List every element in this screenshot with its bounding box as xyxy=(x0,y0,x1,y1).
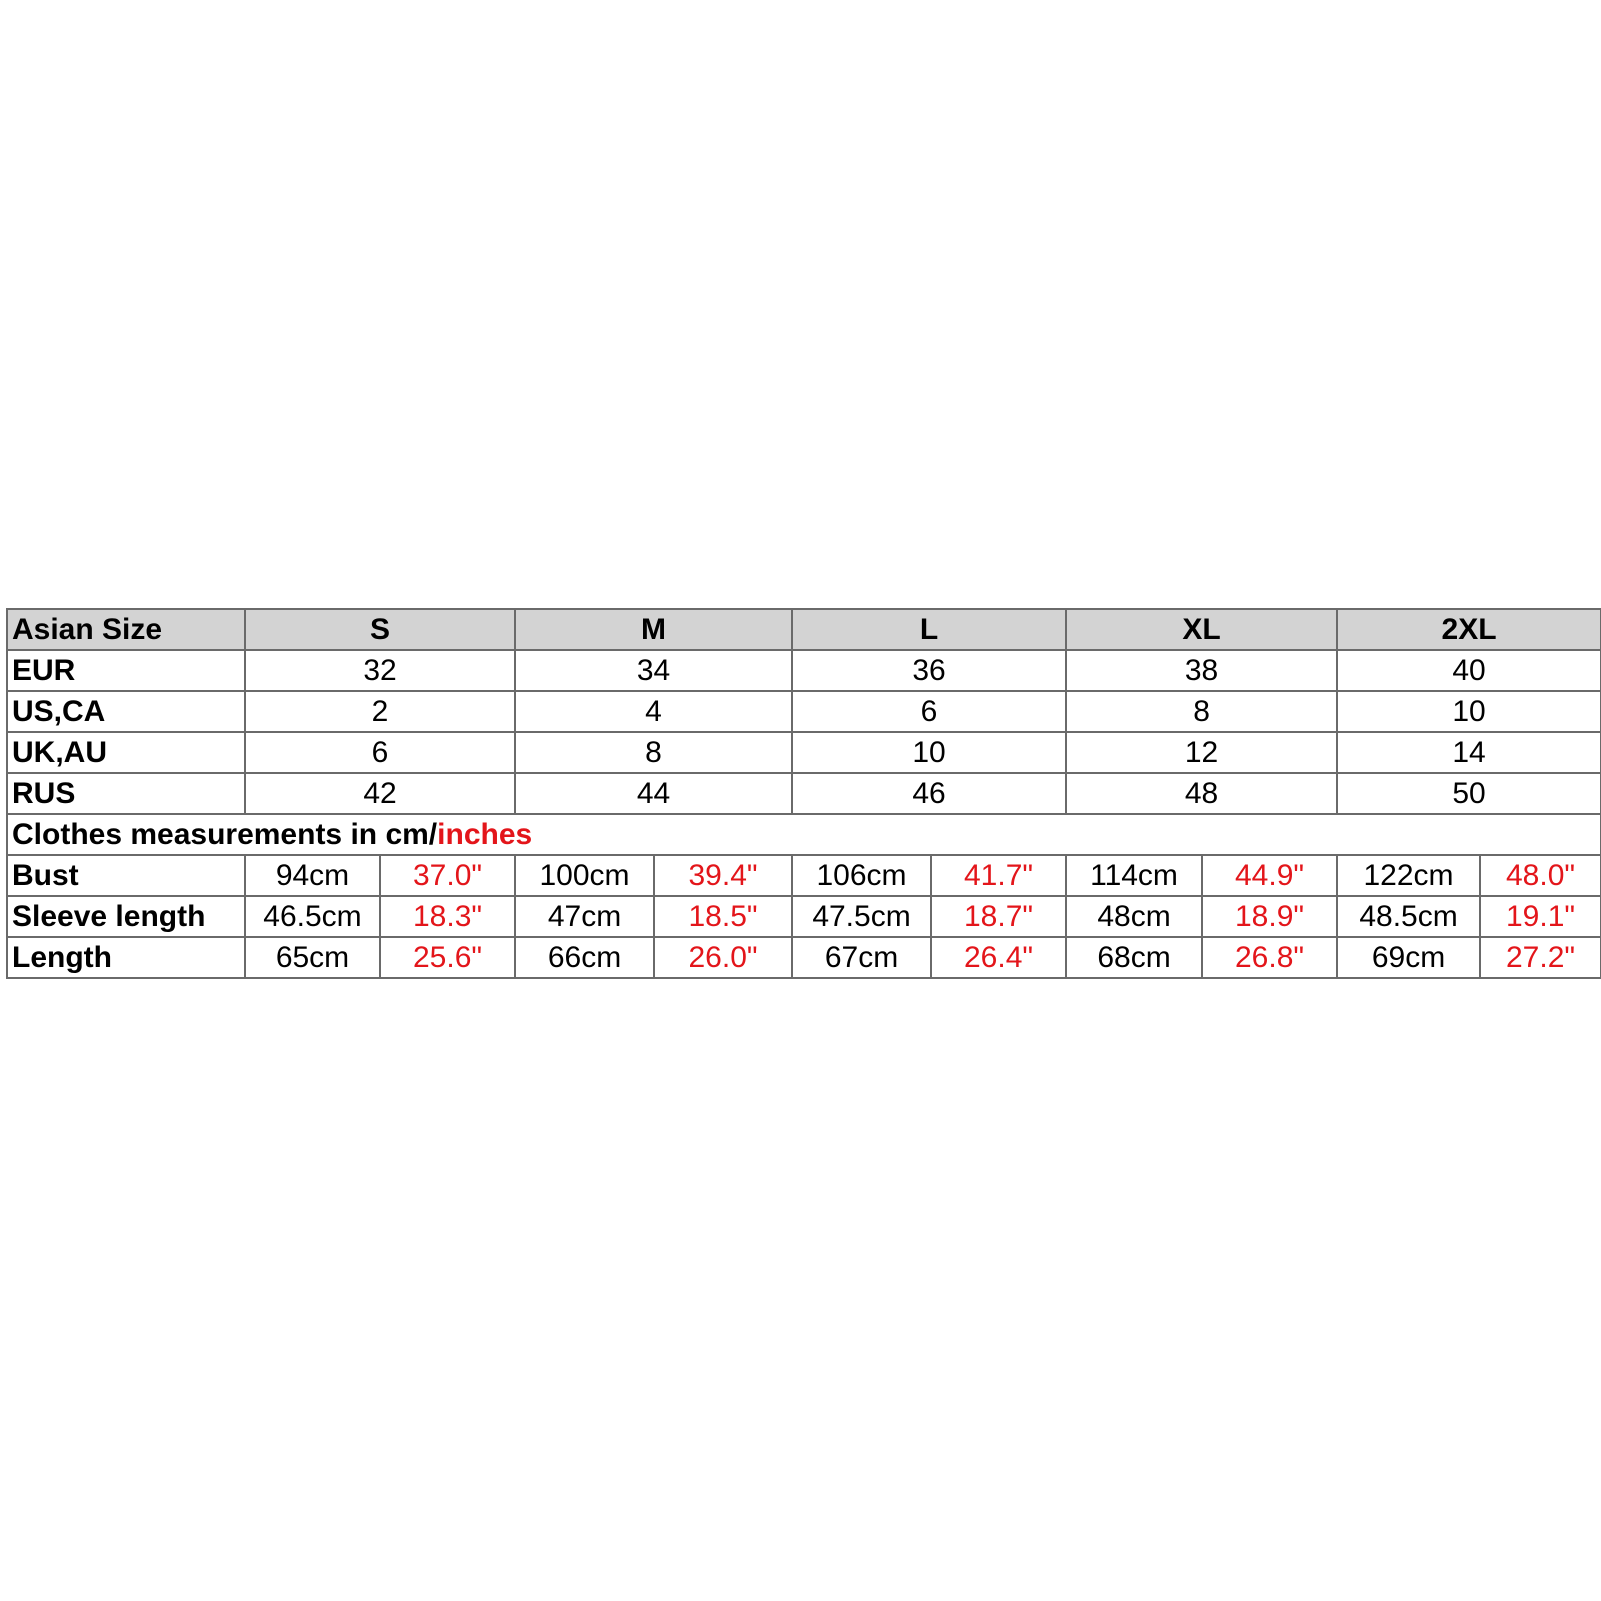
table-cell: 36 xyxy=(792,650,1066,691)
row-label: Length xyxy=(7,937,245,978)
inch-cell: 18.5" xyxy=(654,896,792,937)
cm-cell: 48cm xyxy=(1066,896,1202,937)
table-row xyxy=(7,773,1601,814)
cm-cell: 106cm xyxy=(792,855,931,896)
table-row xyxy=(7,691,1601,732)
size-header-l: L xyxy=(792,609,1066,650)
inch-cell: 18.9" xyxy=(1202,896,1337,937)
inch-cell: 25.6" xyxy=(380,937,515,978)
cm-cell: 46.5cm xyxy=(245,896,380,937)
header-row xyxy=(7,609,1601,650)
cm-cell: 67cm xyxy=(792,937,931,978)
row-label: EUR xyxy=(7,650,245,691)
table-cell: 42 xyxy=(245,773,515,814)
inch-cell: 41.7" xyxy=(931,855,1066,896)
inch-cell: 26.4" xyxy=(931,937,1066,978)
table-cell: 40 xyxy=(1337,650,1601,691)
row-label: US,CA xyxy=(7,691,245,732)
table-cell: 6 xyxy=(245,732,515,773)
cm-cell: 47cm xyxy=(515,896,654,937)
table-cell: 8 xyxy=(515,732,792,773)
size-header-m: M xyxy=(515,609,792,650)
table-cell: 14 xyxy=(1337,732,1601,773)
size-header-s: S xyxy=(245,609,515,650)
table-cell: 6 xyxy=(792,691,1066,732)
inch-cell: 18.3" xyxy=(380,896,515,937)
inch-cell: 18.7" xyxy=(931,896,1066,937)
row-label: Sleeve length xyxy=(7,896,245,937)
cm-cell: 69cm xyxy=(1337,937,1480,978)
measurements-title-prefix: Clothes measurements in cm/ xyxy=(12,817,438,851)
table-row xyxy=(7,732,1601,773)
size-chart-table xyxy=(6,608,1601,979)
inch-cell: 19.1" xyxy=(1480,896,1601,937)
table-cell: 44 xyxy=(515,773,792,814)
table-cell: 32 xyxy=(245,650,515,691)
table-row xyxy=(7,650,1601,691)
inch-cell: 39.4" xyxy=(654,855,792,896)
table-row xyxy=(7,937,1601,978)
table-cell: 8 xyxy=(1066,691,1337,732)
row-label: Bust xyxy=(7,855,245,896)
table-row xyxy=(7,896,1601,937)
inch-cell: 27.2" xyxy=(1480,937,1601,978)
inch-cell: 26.8" xyxy=(1202,937,1337,978)
table-cell: 48 xyxy=(1066,773,1337,814)
table-cell: 2 xyxy=(245,691,515,732)
cm-cell: 114cm xyxy=(1066,855,1202,896)
measurements-title xyxy=(7,814,1601,855)
cm-cell: 48.5cm xyxy=(1337,896,1480,937)
cm-cell: 94cm xyxy=(245,855,380,896)
row-label: RUS xyxy=(7,773,245,814)
table-cell: 12 xyxy=(1066,732,1337,773)
size-header-2xl: 2XL xyxy=(1337,609,1601,650)
inch-cell: 44.9" xyxy=(1202,855,1337,896)
row-label: UK,AU xyxy=(7,732,245,773)
cm-cell: 47.5cm xyxy=(792,896,931,937)
size-header-xl: XL xyxy=(1066,609,1337,650)
table-cell: 50 xyxy=(1337,773,1601,814)
table-row xyxy=(7,855,1601,896)
inch-cell: 48.0" xyxy=(1480,855,1601,896)
inch-cell: 26.0" xyxy=(654,937,792,978)
cm-cell: 66cm xyxy=(515,937,654,978)
measurements-title-row xyxy=(7,814,1601,855)
table-cell: 4 xyxy=(515,691,792,732)
table-cell: 34 xyxy=(515,650,792,691)
table-cell: 46 xyxy=(792,773,1066,814)
cm-cell: 100cm xyxy=(515,855,654,896)
cm-cell: 68cm xyxy=(1066,937,1202,978)
cm-cell: 65cm xyxy=(245,937,380,978)
inch-cell: 37.0" xyxy=(380,855,515,896)
measurements-title-suffix: inches xyxy=(437,817,533,851)
header-label: Asian Size xyxy=(7,609,245,650)
table-cell: 10 xyxy=(1337,691,1601,732)
table-cell: 38 xyxy=(1066,650,1337,691)
table-cell: 10 xyxy=(792,732,1066,773)
cm-cell: 122cm xyxy=(1337,855,1480,896)
